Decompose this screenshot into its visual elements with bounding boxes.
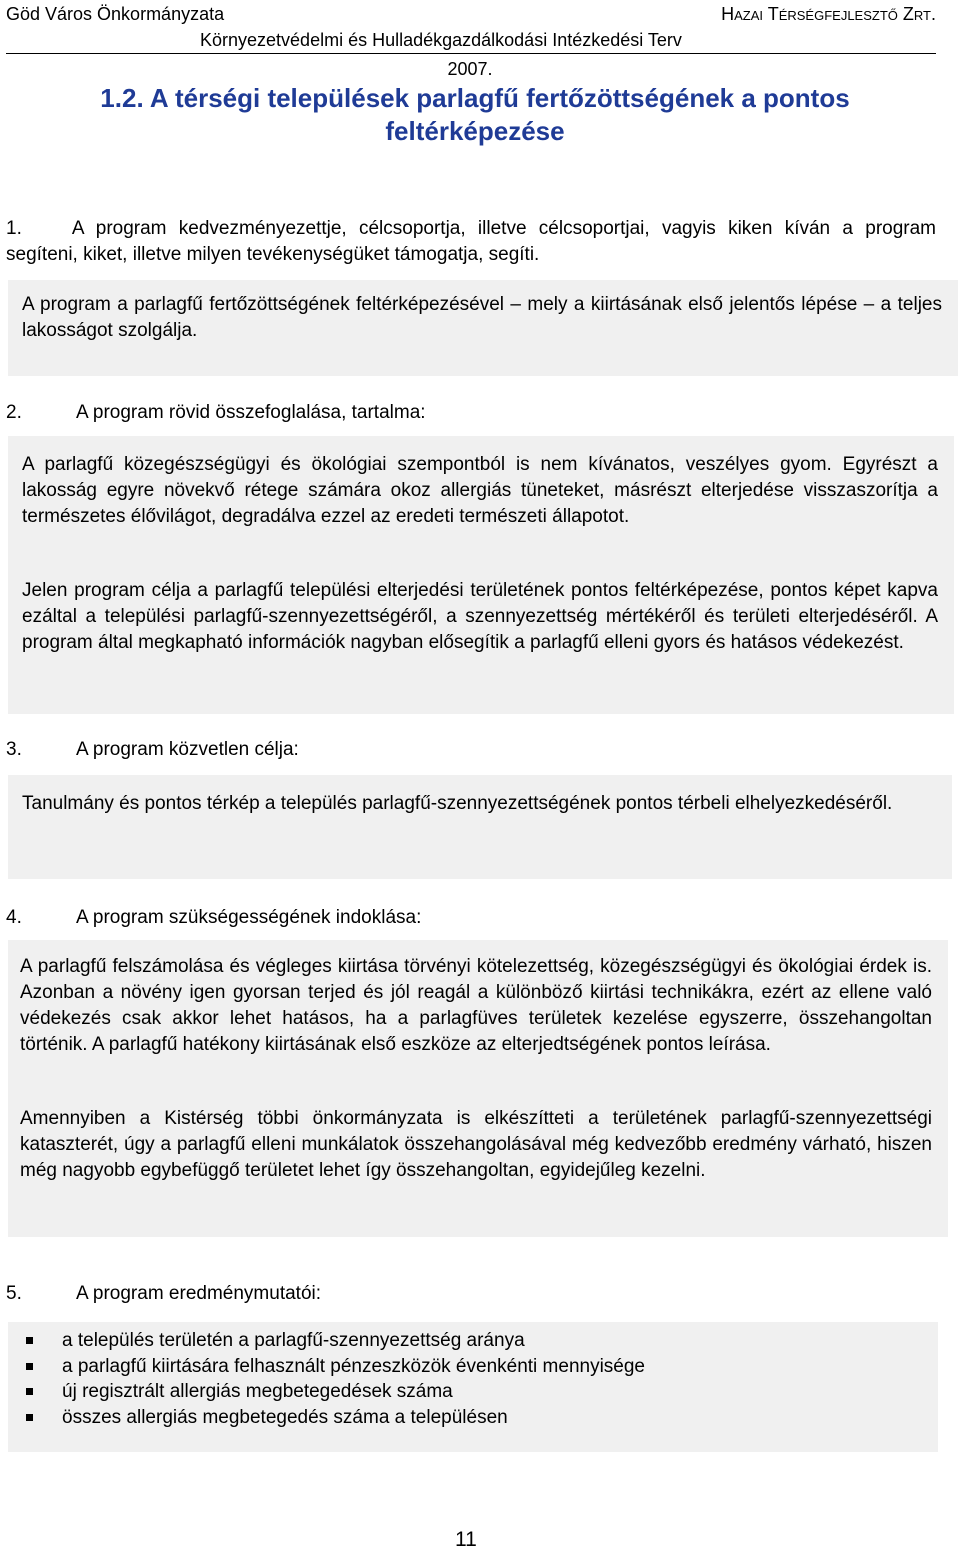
answer-box-4	[8, 940, 948, 1237]
question-3	[6, 737, 299, 763]
header-company: Hazai Térségfejlesztő Zrt.	[721, 4, 936, 24]
answer-box-3	[8, 775, 952, 879]
question-text: A program rövid összefoglalása, tartalma:	[76, 402, 426, 423]
section-title: 1.2. A térségi települések parlagfű fertőzöttségének a pontos feltérképezése	[100, 83, 850, 146]
question-number: 3.	[6, 739, 22, 760]
answer-paragraph: A parlagfű felszámolása és végleges kiirtása törvényi kötelezettség, közegészségügyi és ökológiai érdek is. Azonban a növény igen gyorsan terjed és jól reagál a különböző kiirtási technikákra, ezért az ellene való védekezés csak akkor lehet hatásos, ha a parlagfüves területek kezelése egyszerre, összehangoltan történik. A parlagfű hatékony kiirtásának első eszköze az elterjedtségének pontos leírása.	[20, 956, 932, 1055]
question-number: 1.	[6, 218, 22, 239]
question-2	[6, 400, 426, 426]
header-document-title: Környezetvédelmi és Hulladékgazdálkodási Intézkedési Terv	[200, 30, 682, 50]
answer-paragraph: A program a parlagfű fertőzöttségének feltérképezésével – mely a kiirtásának első jelentős lépése – a teljes lakosságot szolgálja.	[22, 294, 942, 341]
square-bullet-icon	[26, 1388, 33, 1395]
question-text: A program kedvezményezettje, célcsoportja, illetve célcsoportjai, vagyis kiken kíván a program segíteni, kiket, illetve milyen tevékenységüket támogatja, segíti.	[6, 218, 936, 265]
list-item	[22, 1405, 645, 1431]
list-item	[22, 1379, 645, 1405]
question-text: A program közvetlen célja:	[76, 739, 299, 760]
question-1	[6, 216, 936, 268]
question-5	[6, 1281, 321, 1307]
question-text: A program szükségességének indoklása:	[76, 907, 422, 928]
square-bullet-icon	[26, 1363, 33, 1370]
question-number: 5.	[6, 1283, 22, 1304]
answer-box-1	[8, 280, 958, 376]
question-text: A program eredménymutatói:	[76, 1283, 322, 1304]
list-item	[22, 1328, 645, 1354]
answer-box-2	[8, 436, 954, 714]
list-item-text: új regisztrált allergiás megbetegedések száma	[62, 1381, 453, 1402]
answer-paragraph: Tanulmány és pontos térkép a település parlagfű-szennyezettségének pontos térbeli elhelyezkedéséről.	[22, 793, 893, 814]
indicator-list	[22, 1328, 645, 1430]
header-organization: Göd Város Önkormányzata	[6, 4, 225, 24]
question-number: 4.	[6, 907, 22, 928]
square-bullet-icon	[26, 1414, 33, 1421]
question-number: 2.	[6, 402, 22, 423]
page-number: 11	[455, 1528, 477, 1551]
header-year: 2007.	[447, 59, 493, 79]
list-item-text: a parlagfű kiirtására felhasznált pénzeszközök évenkénti mennyisége	[62, 1355, 645, 1377]
list-item	[22, 1354, 645, 1380]
answer-box-5	[8, 1322, 938, 1452]
list-item-text: a település területén a parlagfű-szennyezettség aránya	[62, 1330, 525, 1351]
list-item-text: összes allergiás megbetegedés száma a településen	[62, 1406, 508, 1428]
answer-paragraph: Amennyiben a Kistérség többi önkormányzata is elkészítteti a területének parlagfű-szennyezettségi kataszterét, úgy a parlagfű elleni munkálatok összehangolásával még kedvezőbb eredmény várható, hiszen még nagyobb egybefüggő területet lehet így összehangoltan, egyidejűleg kezelni.	[20, 1108, 932, 1181]
question-4	[6, 905, 421, 931]
answer-paragraph: Jelen program célja a parlagfű települési elterjedési területének pontos feltérképezése, pontos képet kapva ezáltal a települési parlagfű-szennyezettségéről, a szennyezettség mértékéről és területi elterjedéséről. A program által megkapható információk nagyban elősegítik a parlagfű elleni gyors és hatásos védekezést.	[22, 580, 938, 653]
answer-paragraph: A parlagfű közegészségügyi és ökológiai szempontból is nem kívánatos, veszélyes gyom. Egyrészt a lakosság egyre növekvő rétege számára okoz allergiás tüneteket, másrészt elterjedése visszaszorítja a természetes élővilágot, degradálva ezzel az eredeti természeti állapotot.	[22, 454, 938, 527]
header-divider	[6, 53, 936, 54]
square-bullet-icon	[26, 1337, 33, 1344]
